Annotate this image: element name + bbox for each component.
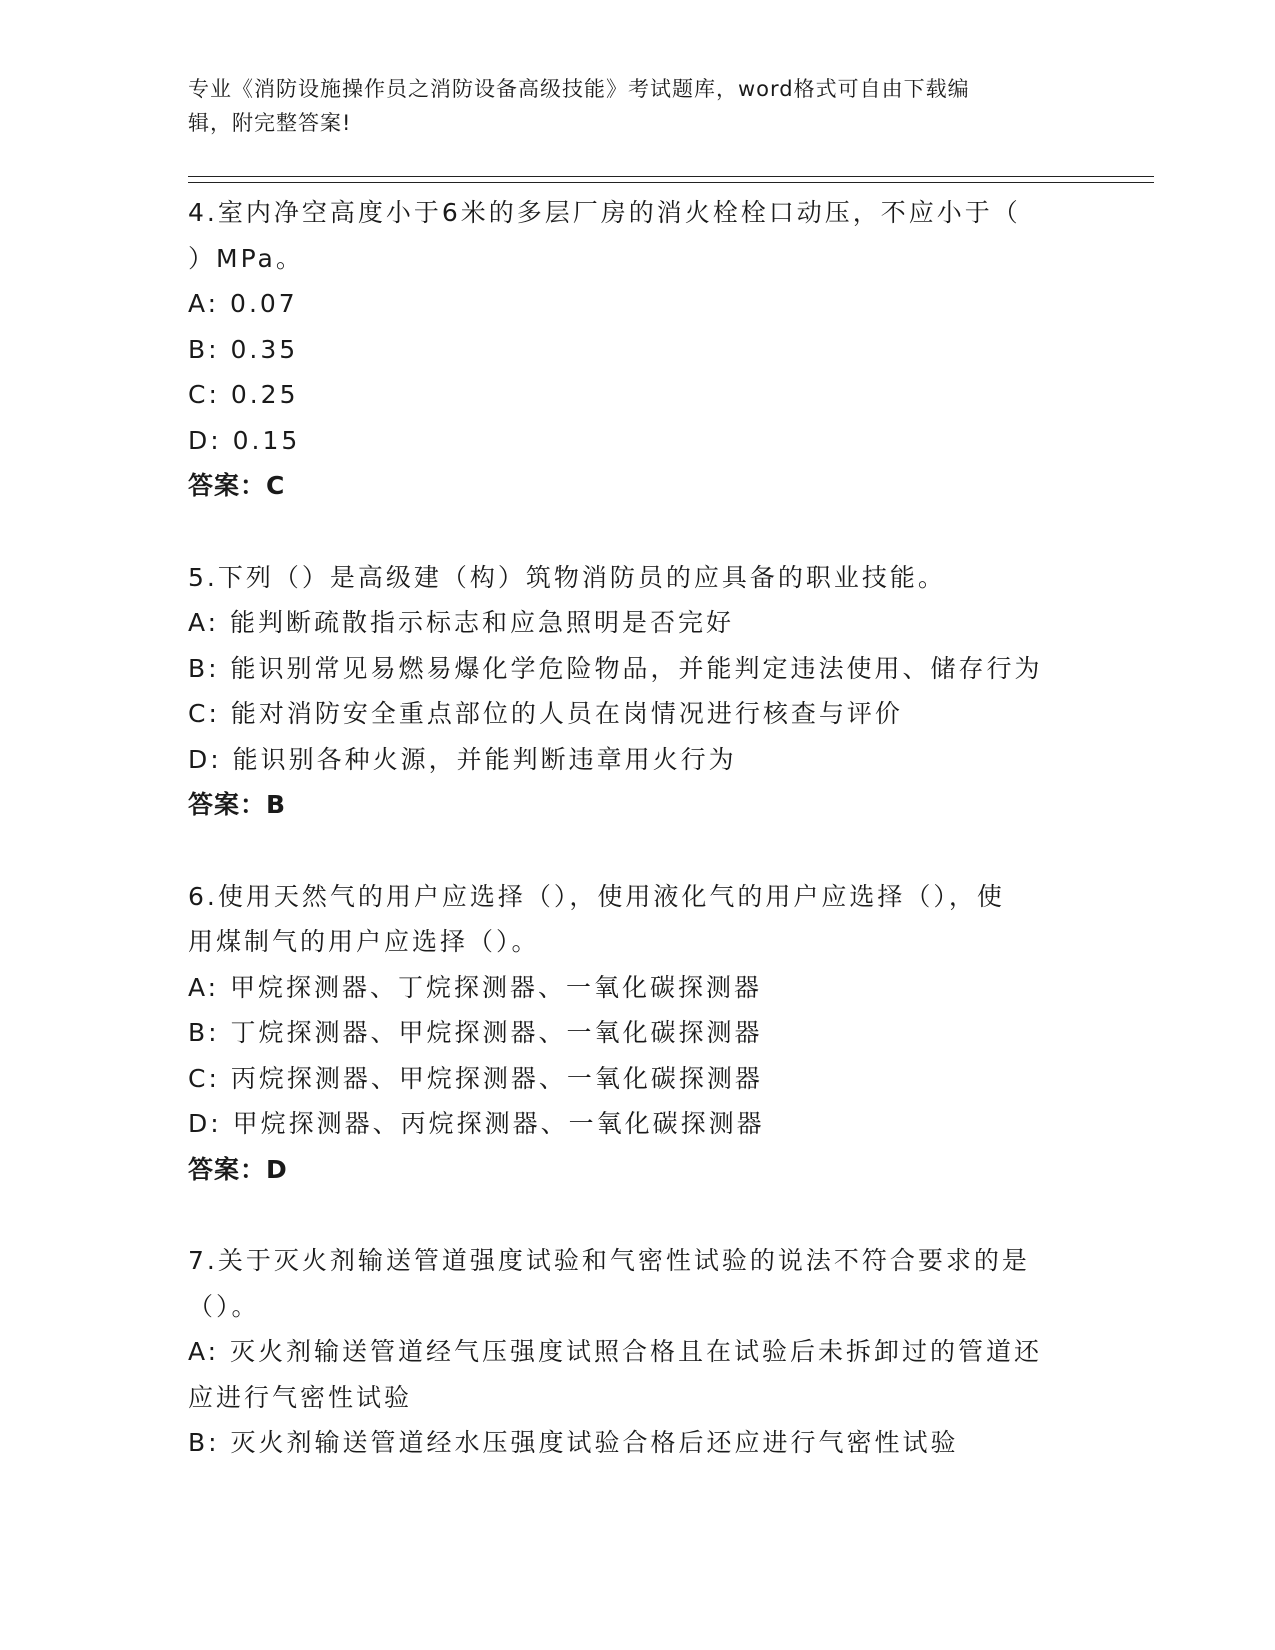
- question-5: [188, 555, 1088, 828]
- question-6: [188, 874, 1088, 1193]
- header-divider-top: [188, 176, 1154, 177]
- option-a: A: 能判断疏散指示标志和应急照明是否完好: [188, 608, 735, 637]
- option-b: B: 灭火剂输送管道经水压强度试验合格后还应进行气密性试验: [188, 1428, 959, 1457]
- answer-label: 答案：D: [188, 1154, 288, 1184]
- option-a-continuation: 应进行气密性试验: [188, 1382, 413, 1412]
- question-spacer: [188, 1192, 1088, 1238]
- question-list: [188, 190, 1088, 1466]
- option-a: A: 0.07: [188, 289, 298, 318]
- question-stem-line: （）。: [188, 1291, 260, 1321]
- header-note-line-2: 辑，附完整答案!: [188, 111, 352, 135]
- header-note-line-1: 专业《消防设施操作员之消防设备高级技能》考试题库，word格式可自由下载编: [188, 77, 970, 101]
- question-spacer: [188, 828, 1088, 874]
- option-a: A: 甲烷探测器、丁烷探测器、一氧化碳探测器: [188, 972, 763, 1002]
- question-4: [188, 190, 1088, 509]
- option-d: D: 0.15: [188, 425, 301, 455]
- option-c: C: 丙烷探测器、甲烷探测器、一氧化碳探测器: [188, 1063, 763, 1093]
- question-spacer: [188, 509, 1088, 555]
- answer-label: 答案：B: [188, 790, 287, 819]
- question-stem-line: 4.室内净空高度小于6米的多层厂房的消火栓栓口动压，不应小于（: [188, 198, 1021, 227]
- option-c: C: 0.25: [188, 380, 299, 409]
- option-d: D: 甲烷探测器、丙烷探测器、一氧化碳探测器: [188, 1109, 765, 1138]
- header-divider-bottom: [188, 182, 1154, 183]
- question-stem-line: 7.关于灭火剂输送管道强度试验和气密性试验的说法不符合要求的是: [188, 1246, 1030, 1275]
- question-stem-line: 5.下列（）是高级建（构）筑物消防员的应具备的职业技能。: [188, 562, 946, 592]
- question-7: [188, 1238, 1088, 1466]
- option-c: C: 能对消防安全重点部位的人员在岗情况进行核查与评价: [188, 699, 903, 728]
- header-note: [188, 72, 1088, 140]
- option-b: B: 能识别常见易燃易爆化学危险物品，并能判定违法使用、储存行为: [188, 653, 1043, 683]
- answer-label: 答案：C: [188, 471, 286, 500]
- option-b: B: 0.35: [188, 334, 299, 364]
- question-stem-line: ）MPa。: [188, 243, 304, 273]
- option-d: D: 能识别各种火源，并能判断违章用火行为: [188, 744, 737, 774]
- option-b: B: 丁烷探测器、甲烷探测器、一氧化碳探测器: [188, 1018, 763, 1047]
- question-stem-line: 6.使用天然气的用户应选择（），使用液化气的用户应选择（），使: [188, 881, 1005, 911]
- option-a: A: 灭火剂输送管道经气压强度试照合格且在试验后未拆卸过的管道还: [188, 1337, 1043, 1366]
- question-stem-line: 用煤制气的用户应选择（）。: [188, 927, 540, 956]
